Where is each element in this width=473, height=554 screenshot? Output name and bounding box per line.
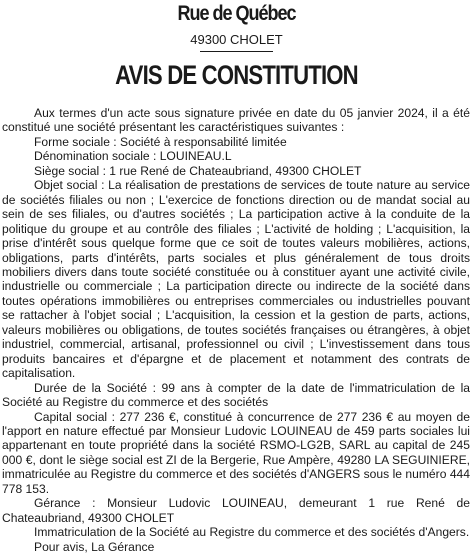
capital-paragraph: Capital social : 277 236 €, constitué à concurrence de 277 236 € au moyen de l'apport en nature effectué par Monsieur Ludovic LOUINEAU de 459 parts sociales lui appartenant en toute propriété dans la société RSMO-LG2B, SARL au capital de 245 000 €, dont le siège social est ZI de la Bergerie, Rue Ampère, 49280 LA SEGUINIERE, immatriculée au Registre du commerce et des sociétés d'ANGERS sous le numéro 444 778 153. [2, 409, 470, 496]
company-name-line: Dénomination sociale : LOUINEAU.L [34, 149, 232, 164]
head-office-line: Siège social : 1 rue René de Chateaubriand, 49300 CHOLET [34, 163, 362, 178]
street-heading: Rue de Québec [177, 2, 296, 25]
intro-paragraph: Aux termes d'un acte sous signature privée en date du 05 janvier 2024, il a été constitué une société présentant les caractéristiques suivantes : [2, 106, 470, 135]
legal-form-line: Forme sociale : Société à responsabilité limitée [34, 134, 287, 149]
notice-title: AVIS DE CONSTITUTION [115, 60, 358, 90]
management-paragraph: Gérance : Monsieur Ludovic LOUINEAU, demeurant 1 rue René de Chateaubriand, 49300 CHOLET [2, 496, 470, 525]
notice-body [2, 106, 470, 554]
corporate-purpose-paragraph: Objet social : La réalisation de prestations de services de toute nature au service de sociétés filiales ou non ; L'exercice de fonctions direction ou de mandat social au sein de ses filiales, ou d'autres sociétés ; La participation active à la conduite de la politique du groupe et au contrôle des filiales ; L'activité de holding ; L'acquisition, la prise d'intérêt sous quelque forme que ce soit de toutes valeurs mobilières, actions, obligations, parts d'intérêts, parts sociales et plus généralement de tous droits mobiliers divers dans toute société constituée ou à constituer ayant une activité civile, industrielle ou commerciale ; La participation directe ou indirecte de la société dans toutes opérations immobilières ou entreprises commerciales ou industrielles pouvant se rattacher à l'objet social ; L'acquisition, la cession et la gestion de parts, actions, valeurs mobilières ou obligations, de toutes sociétés françaises ou étrangères, à objet industriel, commercial, artisanal, professionnel ou civil ; L'investissement dans tous produits bancaires et d'épargne et de placement et notamment des contrats de capitalisation. [2, 178, 470, 381]
duration-paragraph: Durée de la Société : 99 ans à compter de la date de l'immatriculation de la Société au Registre du commerce et des sociétés [2, 380, 470, 410]
city-line: 49300 CHOLET [190, 32, 283, 47]
registration-line: Immatriculation de la Société au Registre du commerce et des sociétés d'Angers. [34, 525, 470, 540]
signature-line: Pour avis, La Gérance [34, 539, 155, 554]
divider [200, 51, 273, 52]
